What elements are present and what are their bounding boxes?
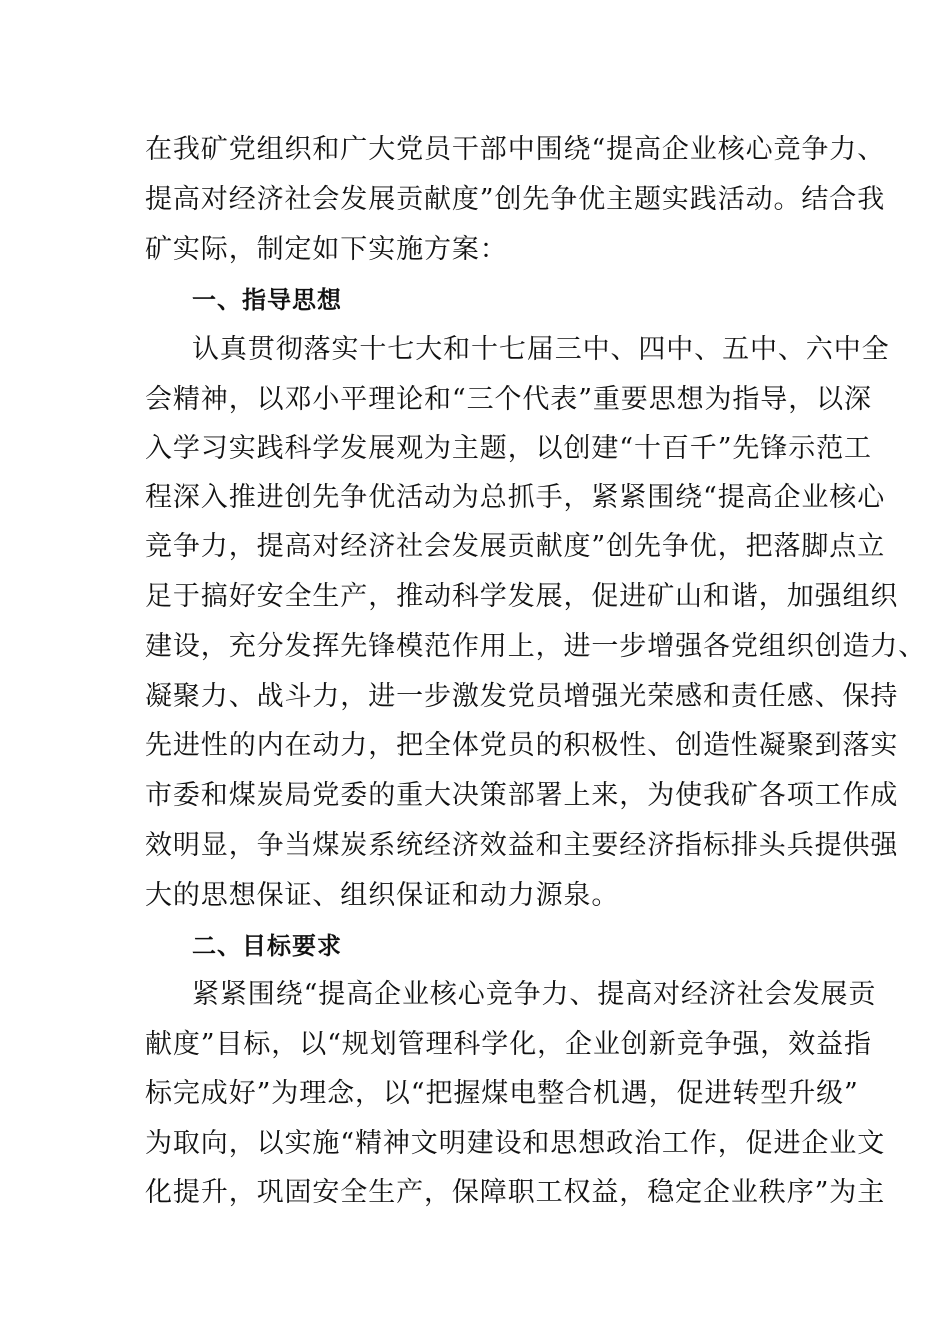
section2-line-3: 标完成好”为理念，以“把握煤电整合机遇，促进转型升级” xyxy=(145,1078,859,1109)
section1-line-8: 凝聚力、战斗力，进一步激发党员增强光荣感和责任感、保持 xyxy=(145,681,899,712)
section-heading-guiding-ideology: 一、指导思想 xyxy=(192,286,342,314)
section-heading-goals: 二、目标要求 xyxy=(192,932,342,960)
section2-line-5: 化提升，巩固安全生产，保障职工权益，稳定企业秩序”为主 xyxy=(145,1177,886,1208)
section1-line-7: 建设，充分发挥先锋模范作用上，进一步增强各党组织创造力、 xyxy=(145,631,927,662)
intro-line-2: 提高对经济社会发展贡献度”创先争优主题实践活动。结合我 xyxy=(145,184,886,215)
section1-line-12: 大的思想保证、组织保证和动力源泉。 xyxy=(145,880,620,911)
section2-line-2: 献度”目标，以“规划管理科学化，企业创新竞争强，效益指 xyxy=(145,1029,872,1060)
section1-line-1: 认真贯彻落实十七大和十七届三中、四中、五中、六中全 xyxy=(192,334,890,365)
intro-line-3: 矿实际，制定如下实施方案： xyxy=(145,234,508,265)
section1-line-11: 效明显，争当煤炭系统经济效益和主要经济指标排头兵提供强 xyxy=(145,830,899,861)
section1-line-3: 入学习实践科学发展观为主题，以创建“十百千”先锋示范工 xyxy=(145,433,872,464)
section1-line-5: 竞争力，提高对经济社会发展贡献度”创先争优，把落脚点立 xyxy=(145,531,886,562)
section2-line-4: 为取向，以实施“精神文明建设和思想政治工作，促进企业文 xyxy=(145,1128,886,1159)
intro-line-1: 在我矿党组织和广大党员干部中围绕“提高企业核心竞争力、 xyxy=(145,134,886,165)
section1-line-10: 市委和煤炭局党委的重大决策部署上来，为使我矿各项工作成 xyxy=(145,780,899,811)
section1-line-6: 足于搞好安全生产，推动科学发展，促进矿山和谐，加强组织 xyxy=(145,581,899,612)
section1-line-4: 程深入推进创先争优活动为总抓手，紧紧围绕“提高企业核心 xyxy=(145,482,886,513)
section2-line-1: 紧紧围绕“提高企业核心竞争力、提高对经济社会发展贡 xyxy=(192,979,877,1010)
section1-line-2: 会精神，以邓小平理论和“三个代表”重要思想为指导，以深 xyxy=(145,384,872,415)
section1-line-9: 先进性的内在动力，把全体党员的积极性、创造性凝聚到落实 xyxy=(145,730,899,761)
